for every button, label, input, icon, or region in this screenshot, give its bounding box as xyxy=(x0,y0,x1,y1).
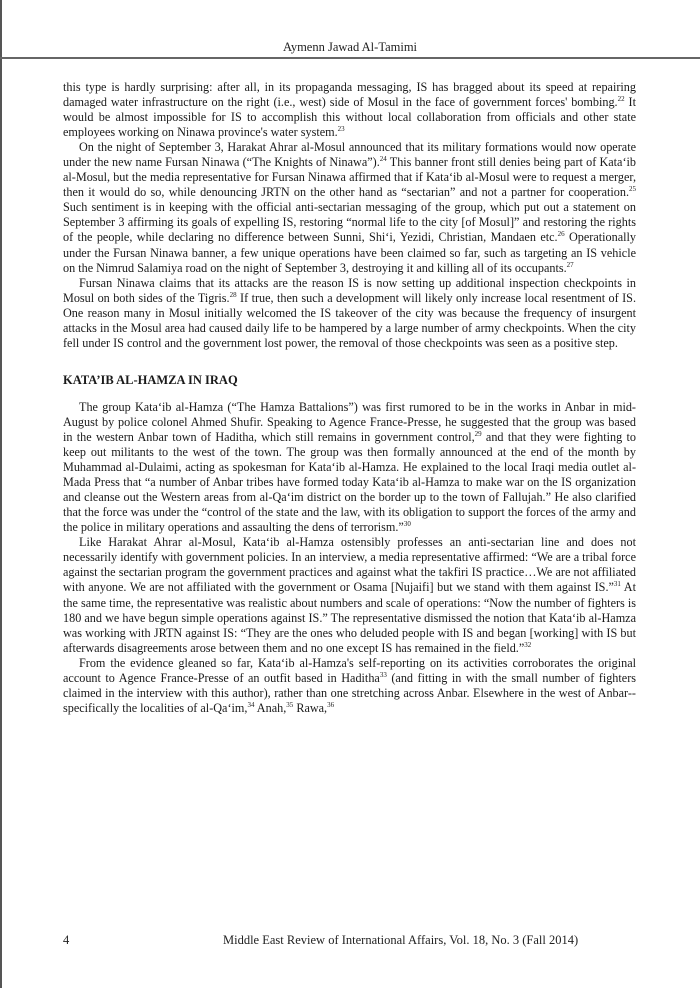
paragraph-text: (and fitting in with the small number of fighters claimed in the interview with this author), rather than one stretching across Anbar. Elsewhere in the west of Anbar--specifically the localities of al-Qa‘im, xyxy=(63,670,636,715)
section-heading: KATA’IB AL-HAMZA IN IRAQ xyxy=(63,372,238,387)
footnote-marker[interactable]: 27 xyxy=(566,260,574,269)
body-part-2 xyxy=(63,400,636,716)
running-header-author: Aymenn Jawad Al-Tamimi xyxy=(282,40,418,54)
paragraph-text: Such sentiment is in keeping with the official anti-sectarian messaging of the group, which put out a statement on September 3 affirming its goals of expelling IS, restoring “normal life to the city [of Mosul]” and restoring the rights of the people, while declaring no difference between Sunni, Shi‘i, Yezidi, Christian, Mandaen etc. xyxy=(63,200,636,245)
footnote-marker[interactable]: 30 xyxy=(403,520,411,529)
paragraph xyxy=(63,276,636,351)
paragraph-text: and that they were fighting to keep out militants to the west of the town. The group was then formally announced at the end of the month by Muhammad al-Dulaimi, acting as spokesman for Kata‘ib al-Hamza. He explained to the local Iraqi media outlet al-Mada Press that “a number of Anbar tribes have formed today Kata‘ib al-Hamza to make war on the IS organization and cleanse out the Western areas from al-Qa‘im district on the border up to the town of Fallujah.” He also clarified that the force was under the “control of the state and the law, with its obligation to support the forces of the army and the police in military operations and assaulting the dens of terrorism.” xyxy=(63,429,637,535)
page-left-border xyxy=(0,0,2,988)
paragraph xyxy=(63,80,636,140)
footnote-marker[interactable]: 24 xyxy=(379,155,387,164)
paragraph-text: Rawa, xyxy=(293,700,328,715)
footnote-marker[interactable]: 31 xyxy=(613,580,621,589)
paragraph-text: This banner front still denies being part of Kata‘ib al-Mosul, but the media representative for Fursan Ninawa affirmed that if Kata‘ib al-Mosul were to request a merger, then it would do so, while denouncing JRTN on the other hand as “sectarian” and not a partner for cooperation. xyxy=(63,155,636,200)
paragraph xyxy=(63,400,636,535)
article-body xyxy=(63,80,636,716)
paragraph xyxy=(63,535,636,655)
paragraph-text: If true, then such a development will likely only increase local resentment of IS. One reason many in Mosul initially welcomed the IS takeover of the city was because the frequency of insurgent attacks in the Mosul area had caused daily life to be hampered by a large number of army checkpoints. When the city fell under IS control and the government lost power, the removal of those checkpoints was seen as a positive step. xyxy=(63,290,636,350)
page-number: 4 xyxy=(63,933,70,947)
paragraph-text: On the night of September 3, Harakat Ahrar al-Mosul announced that its military formations would now operate under the new name Fursan Ninawa (“The Knights of Ninawa”). xyxy=(63,140,636,170)
footnote-marker[interactable]: 26 xyxy=(557,230,565,239)
body-part-1 xyxy=(63,80,636,351)
paragraph xyxy=(63,140,636,275)
footnote-marker[interactable]: 32 xyxy=(524,640,532,649)
footnote-marker[interactable]: 25 xyxy=(629,185,636,194)
paragraph-text: It would be almost impossible for IS to accomplish this without local collaboration from officials and other state employees working on Ninawa province's water system. xyxy=(63,95,636,140)
header-rule xyxy=(0,57,700,59)
journal-citation: Middle East Review of International Affairs, Vol. 18, No. 3 (Fall 2014) xyxy=(223,933,579,947)
paragraph-text: Like Harakat Ahrar al-Mosul, Kata‘ib al-Hamza ostensibly professes an anti-sectarian line and does not necessarily identify with government policies. In an interview, a media representative affirmed: “We are a tribal force against the sectarian program the government practices and against what the takfiri IS practice…We are not affiliated with anyone. We are not affiliated with the government or Osama [Nujaifi] but we stand with them against IS.” xyxy=(63,535,636,595)
footnote-marker[interactable]: 28 xyxy=(229,290,237,299)
footnote-marker[interactable]: 33 xyxy=(379,670,387,679)
paragraph xyxy=(63,656,636,716)
footnote-marker[interactable]: 35 xyxy=(286,700,294,709)
footnote-marker[interactable]: 22 xyxy=(617,95,625,104)
paragraph-text: From the evidence gleaned so far, Kata‘ib al-Hamza's self-reporting on its activities corroborates the original account to Agence France-Presse of an outfit based in Haditha xyxy=(63,655,636,685)
paragraph-text: At the same time, the representative was realistic about numbers and scale of operations: “Now the number of fighters is 180 and we have begun simple operations against IS.” The representative dismissed the notion that Kata‘ib al-Hamza was working with JRTN against IS: “They are the ones who deluded people with IS and began [working] with IS but afterwards disagreements arose between them and no one except IS has remained in the field.” xyxy=(63,580,636,655)
paragraph-text: The group Kata‘ib al-Hamza (“The Hamza Battalions”) was first rumored to be in the works in Anbar in mid-August by police colonel Ahmed Shufir. Speaking to Agence France-Presse, he suggested that the group was based in the western Anbar town of Haditha, which still remains in government control, xyxy=(63,399,636,444)
paragraph-text: Fursan Ninawa claims that its attacks are the reason IS is now setting up additional inspection checkpoints in Mosul on both sides of the Tigris. xyxy=(63,275,636,305)
paragraph-text: Operationally under the Fursan Ninawa banner, a few unique operations have been claimed so far, such as targeting an IS vehicle on the Nimrud Salamiya road on the night of September 3, destroying it and killing all of its occupants. xyxy=(63,230,636,275)
paragraph-text: this type is hardly surprising: after all, in its propaganda messaging, IS has bragged about its speed at repairing damaged water infrastructure on the right (i.e., west) side of Mosul in the face of government forces' bombing. xyxy=(63,80,636,110)
footnote-marker[interactable]: 29 xyxy=(474,429,482,438)
footnote-marker[interactable]: 34 xyxy=(247,700,255,709)
footnote-marker[interactable]: 23 xyxy=(337,125,345,134)
paragraph-text: Anah, xyxy=(254,700,287,715)
footnote-marker[interactable]: 36 xyxy=(327,700,335,709)
